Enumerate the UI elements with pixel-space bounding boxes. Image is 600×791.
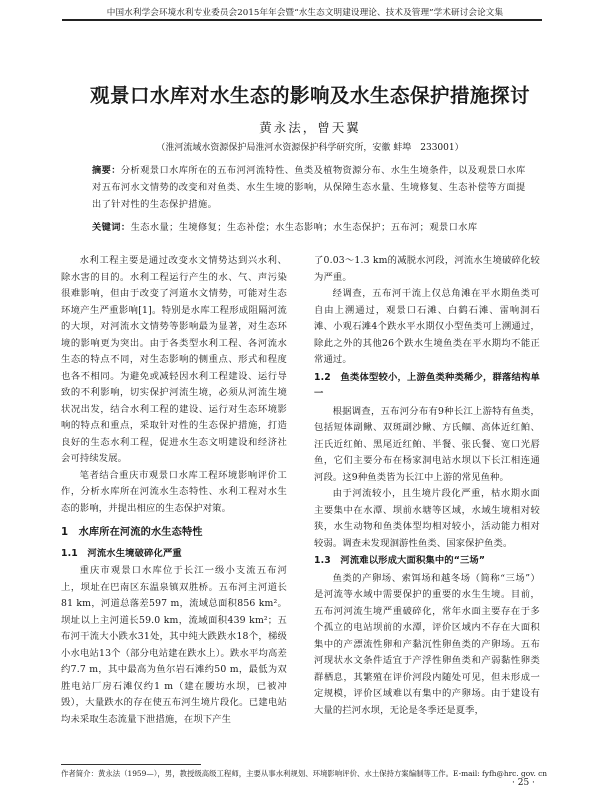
left-column (61, 253, 287, 728)
right-column (314, 253, 540, 719)
page-number: · 25 · (512, 778, 535, 788)
keywords-text: 生态水量；生境修复；生态补偿；水生态影响；水生态保护；五布河；观景口水库 (130, 222, 478, 233)
footnote-rule (61, 764, 201, 765)
subsection-1-3-heading: 1.3 河流难以形成大面积集中的“三场” (314, 555, 486, 566)
subsection-1-2-paragraph-1: 根据调查，五布河分布有9种长江上游特有鱼类，包括短体副鳅、双斑副沙鳅、方氏鲴、高体近红鲌、汪氏近红鲌、黑尾近红鲌、半餐、张氏餐、宽口光唇鱼，它们主要分布在杨家洞电站水坝以下长江相连通河段。这9种鱼类皆为长江中上游的常见鱼种。 (314, 405, 540, 483)
subsection-1-1-paragraph-2: 经调查，五布河干流上仅总角滩在平水期鱼类可自由上溯通过，观景口石滩、白鹤石滩、雷响洞石滩、小观石滩4个跌水平水期仅小型鱼类可上溯通过，除此之外的其他26个跌水生境鱼类在平水期均不能正常通过。 (314, 288, 540, 365)
abstract-text: 分析观景口水库所在的五布河河流特性、鱼类及植物资源分布、水生生境条件，以及观景口水库对五布河水文情势的改变和对鱼类、水生生境的影响，从保障生态水量、生境修复、生态补偿等方面提出了针对性的生态保护措施。 (92, 165, 526, 210)
subsection-1-3-paragraph-1: 鱼类的产卵场、索饵场和越冬场（简称“三场”）是河流等水域中需要保护的重要的水生生境。目前，五布河河流生境严重破碎化，常年水面主要存在于多个孤立的电站坝前的水潭，评价区域内不存在大面积集中的产漂流性卵和产黏沉性卵鱼类的产卵场。五布河现状水文条件适宜于产浮性卵鱼类和产弱黏性卵类群栖息，其繁殖在评价河段内随处可见，但未形成一定规模，评价区域难以有集中的产卵场。由于建设有大量的拦河水坝，无论是冬季还是夏季， (314, 572, 540, 716)
keywords-label: 关键词： (92, 222, 131, 233)
author-footnote: 作者简介：黄永法（1959—），男，教授级高级工程师，主要从事水利规划、环境影响评价、水土保持方案编制等工作。E-mail: fyfh@hrc. gov. cn (61, 769, 548, 778)
subsection-1-1-heading: 1.1 河流水生境破碎化严重 (61, 547, 182, 559)
intro-paragraph-1: 水利工程主要是通过改变水文情势达到兴水利、除水害的目的。水利工程运行产生的水、气、声污染很难影响，但由于改变了河道水文情势，可能对生态环境产生严重影响[1]。特别是水库工程形成阻隔河流的大坝，对河流水文情势等影响最为显著，对生态环境的影响更为突出。由于各类型水利工程、各河流水生态的特点不同，对生态影响的侧重点、形式和程度也各不相同。为避免或减轻因水利工程建设、运行导致的不利影响，切实保护河流生境，必须从河流生境状况出发，结合水利工程的建设、运行对生态环境影响的特点和重点，采取针对性的生态保护措施，打造良好的生态水利工程，促进水生态文明建设和经济社会可持续发展。 (61, 255, 287, 464)
section-1-heading: 1 水库所在河流的水生态特性 (61, 527, 203, 538)
affiliation: （淮河流域水资源保护局淮河水资源保护科学研究所，安徽 蚌埠 233001） (156, 143, 464, 153)
subsection-1-2-paragraph-2: 由于河流较小，且生境片段化严重，枯水期水面主要集中在水潭、坝前水塘等区域，水域生境相对较狭，水生动物和鱼类体型均相对较小，活动能力相对较弱。调查未发现洄游性鱼类、国家保护鱼类。 (314, 488, 540, 549)
intro-paragraph-2: 笔者结合重庆市观景口水库工程环境影响评价工作，分析水库所在河流水生态特性、水利工程对水生态的影响，并提出相应的生态保护对策。 (61, 469, 287, 514)
running-header: 中国水利学会环境水利专业委员会2015年年会暨“水生态文明建设理论、技术及管理”学术研讨会论文集 (106, 8, 504, 18)
abstract-label: 摘要： (92, 165, 121, 176)
subsection-1-1-paragraph-1-continued: 了0.03～1.3 km的减脱水河段，河流水生境破碎化较为严重。 (314, 255, 540, 283)
header-rule (62, 19, 542, 21)
keywords (92, 221, 532, 235)
subsection-1-2-heading: 1.2 鱼类体型较小，上游鱼类种类稀少，群落结构单一 (314, 371, 540, 399)
paper-title: 观景口水库对水生态的影响及水生态保护措施探讨 (89, 84, 530, 107)
subsection-1-1-paragraph-1: 重庆市观景口水库位于长江一级小支流五布河上，坝址在巴南区东温泉镇双胜桥。五布河主河道长81 km，河道总落差597 m，流域总面积856 km²。坝址以上主河道长59.0 km，流域面积439 km²；五布河干流大小跌水31处，其中纯大跌跌水18个，梯级小水电站13个（部分电站建在跌水上）。跌水平均高差约7.7 m，其中最高为鱼尔岩石滩约50 m，最低为双胜电站厂房石滩仅约1 m（建在腰坊水坝，已被冲毁），大量跌水的存在使五布河生境片段化。已建电站均未采取生态流量下泄措施，在坝下产生 (61, 565, 287, 725)
authors: 黄永法，曾天翼 (259, 120, 361, 135)
abstract (92, 163, 532, 213)
